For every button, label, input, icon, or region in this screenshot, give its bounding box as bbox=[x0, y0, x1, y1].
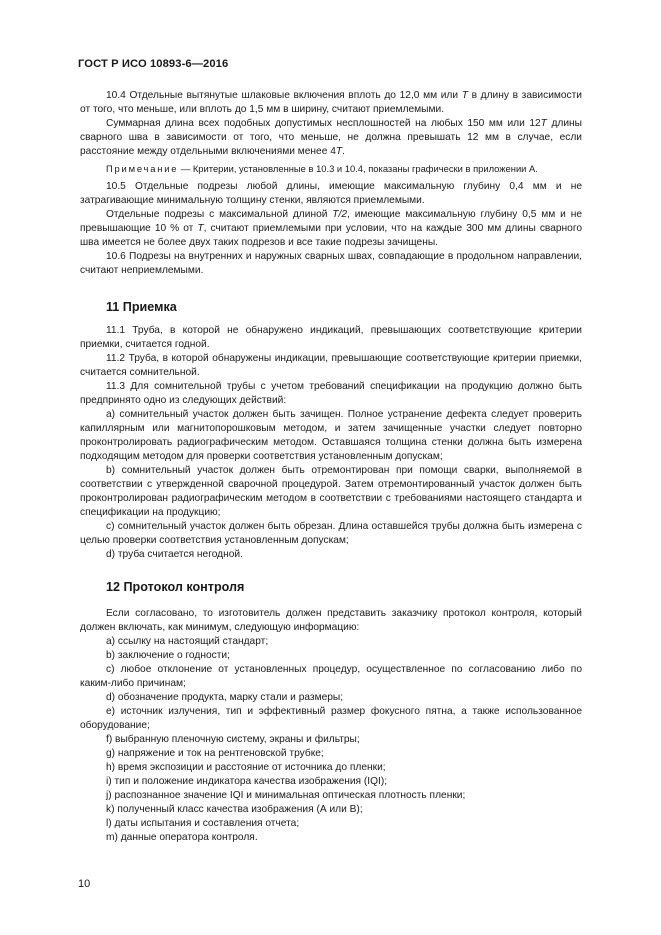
paragraph-undercuts: Отдельные подрезы с максимальной длиной T/2, имеющие максимальную глубину 0,5 мм и не превышающие 10 % от T, считают приемлемыми при условии, что на каждые 300 мм длины сварного шва имеется не более двух таких подрезов и все такие подрезы зачищены. bbox=[80, 209, 582, 248]
paragraph-total-length: Суммарная длина всех подобных допустимых несплошностей на любых 150 мм или 12T длины сварного шва в зависимости от того, что меньше, не должна превышать 12 мм в случае, если расстояние между отдельными включениями менее 4T. bbox=[80, 118, 582, 157]
section-title-12: 12 Протокол контроля bbox=[106, 580, 245, 594]
list-item-11-3-a: a) сомнительный участок должен быть зачищен. Полное устранение дефекта следует проверить капиллярным или магнитопорошковым методом, и затем зачищенные участки следует повторно проконтролировать радиографическим методом. Оставшаяся толщина стенки должна быть измерена подходящим методом для проверки соответствия установленным допускам; bbox=[80, 409, 582, 462]
paragraph-11-3: 11.3 Для сомнительной трубы с учетом требований спецификации на продукцию должно быть предпринято одно из следующих действий: bbox=[80, 381, 582, 406]
list-item-12-e: e) источник излучения, тип и эффективный размер фокусного пятна, а также использованное оборудование; bbox=[80, 706, 582, 731]
list-item-12-g: g) напряжение и ток на рентгеновской трубке; bbox=[106, 748, 324, 759]
paragraph-11-2: 11.2 Труба, в которой обнаружены индикации, превышающие соответствующие критерии приемки, считается сомнительной. bbox=[80, 353, 582, 378]
note-text: — Критерии, установленные в 10.3 и 10.4, показаны графически в приложении А. bbox=[178, 163, 538, 174]
document-header: ГОСТ Р ИСО 10893-6—2016 bbox=[78, 58, 229, 70]
list-item-12-f: f) выбранную пленочную систему, экраны и фильтры; bbox=[106, 734, 360, 745]
paragraph-12-intro: Если согласовано, то изготовитель должен представить заказчику протокол контроля, который должен включать, как минимум, следующую информацию: bbox=[80, 608, 582, 633]
list-item-12-c: c) любое отклонение от установленных процедур, осуществленное по согласованию либо по каким-либо причинам; bbox=[80, 664, 582, 689]
list-item-12-i: i) тип и положение индикатора качества изображения (IQI); bbox=[106, 776, 388, 787]
paragraph-10-5: 10.5 Отдельные подрезы любой длины, имеющие максимальную глубину 0,4 мм и не затрагивающие минимальную толщину стенки, являются приемлемыми. bbox=[80, 181, 582, 206]
paragraph-10-4: 10.4 Отдельные вытянутые шлаковые включения вплоть до 12,0 мм или T в длину в зависимости от того, что меньше, или вплоть до 1,5 мм в ширину, считают приемлемыми. bbox=[80, 90, 583, 115]
note bbox=[80, 162, 582, 176]
list-item-12-j: j) распознанное значение IQI и минимальная оптическая плотность пленки; bbox=[106, 790, 466, 801]
section-title-11: 11 Приемка bbox=[106, 300, 177, 314]
list-item-12-m: m) данные оператора контроля. bbox=[106, 832, 258, 843]
list-item-12-d: d) обозначение продукта, марку стали и размеры; bbox=[106, 692, 344, 703]
list-item-11-3-d: d) труба считается негодной. bbox=[106, 549, 243, 560]
list-item-11-3-b: b) сомнительный участок должен быть отремонтирован при помощи сварки, выполняемой в соответствии с утвержденной сварочной процедурой. Затем отремонтированный участок должен быть проконтролирован радиографическим методом в соответствии с требованиями настоящего стандарта и спецификации на продукцию; bbox=[80, 465, 582, 518]
document-body bbox=[80, 89, 582, 845]
list-item-12-k: k) полученный класс качества изображения (А или В); bbox=[106, 804, 363, 815]
list-item-11-3-c: c) сомнительный участок должен быть обрезан. Длина оставшейся трубы должна быть измерена с целью проверки соответствия установленным допускам; bbox=[80, 521, 582, 546]
paragraph-11-1: 11.1 Труба, в которой не обнаружено индикаций, превышающих соответствующие критерии приемки, считается годной. bbox=[80, 325, 582, 350]
list-item-12-b: b) заключение о годности; bbox=[106, 650, 230, 661]
list-item-12-a: a) ссылку на настоящий стандарт; bbox=[106, 636, 269, 647]
paragraph-10-6: 10.6 Подрезы на внутренних и наружных сварных швах, совпадающие в продольном направлении, считают неприемлемыми. bbox=[80, 251, 582, 276]
page-number: 10 bbox=[78, 878, 91, 890]
list-item-12-l: l) даты испытания и составления отчета; bbox=[106, 818, 300, 829]
note-label: Примечание bbox=[106, 163, 179, 174]
list-item-12-h: h) время экспозиции и расстояние от источника до пленки; bbox=[106, 762, 386, 773]
